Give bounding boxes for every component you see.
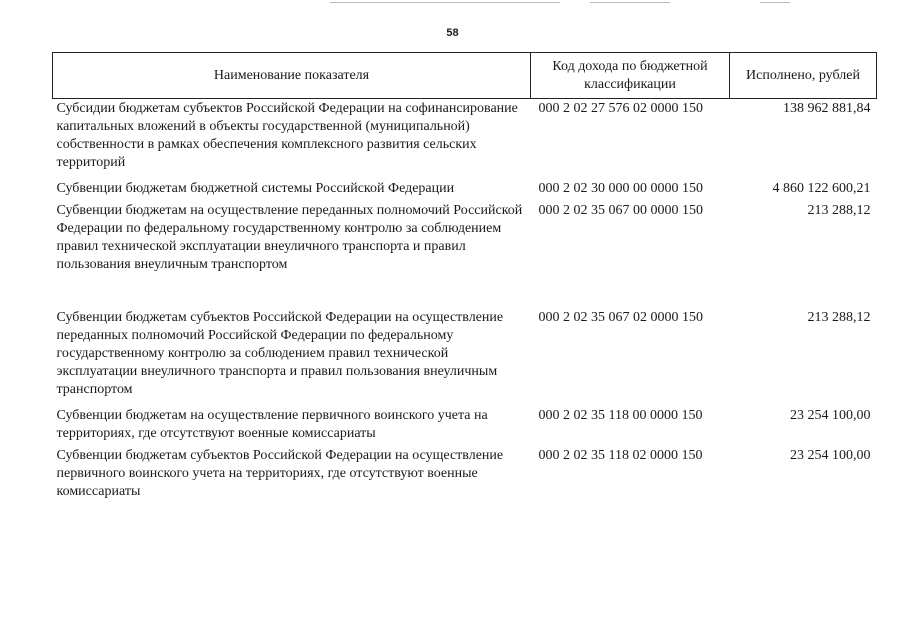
scan-artifact-line (590, 2, 670, 3)
row-name: Субвенции бюджетам субъектов Российской Федерации на осуществление переданных полномочий Российской Федерации по федеральному государственному контролю за соблюдением правил технической эксплуатации внеуличного транспорта и правил пользования внеуличным транспортом (56, 310, 504, 397)
header-row (53, 53, 877, 99)
row-code: 000 2 02 30 000 00 0000 150 (538, 181, 703, 196)
table-row (53, 309, 877, 407)
row-code: 000 2 02 35 067 00 0000 150 (538, 203, 703, 218)
header-name: Наименование показателя (53, 53, 531, 99)
table-body (53, 99, 877, 502)
page-number: 58 (446, 27, 459, 39)
table-row (53, 180, 877, 202)
row-name: Субсидии бюджетам субъектов Российской Федерации на софинансирование капитальных вложений в объекты государственной (муниципальной) собственности в рамках обеспечения комплексного развития сельских территорий (56, 101, 518, 170)
row-amount: 213 288,12 (807, 310, 871, 325)
table-header (53, 53, 877, 99)
revenue-table-container (52, 52, 876, 501)
revenue-table (52, 52, 877, 501)
row-code: 000 2 02 35 118 00 0000 150 (538, 408, 703, 423)
row-name: Субвенции бюджетам на осуществление переданных полномочий Российской Федерации по федеральному государственному контролю за соблюдением правил технической эксплуатации внеуличного транспорта и правил пользования внеуличным транспортом (56, 203, 523, 272)
table-row (53, 447, 877, 501)
header-code: Код дохода по бюджетной классификации (531, 53, 730, 99)
header-amount: Исполнено, рублей (730, 53, 877, 99)
scan-artifact-line (330, 2, 560, 3)
row-amount: 23 254 100,00 (790, 448, 871, 463)
row-amount: 138 962 881,84 (783, 101, 871, 116)
table-row (53, 99, 877, 181)
row-amount: 23 254 100,00 (790, 408, 871, 423)
row-amount: 213 288,12 (807, 203, 871, 218)
row-name: Субвенции бюджетам субъектов Российской Федерации на осуществление первичного воинского учета на территориях, где отсутствуют военные комиссариаты (56, 448, 504, 499)
row-name: Субвенции бюджетам бюджетной системы Российской Федерации (56, 181, 455, 196)
row-name: Субвенции бюджетам на осуществление первичного воинского учета на территориях, где отсутствуют военные комиссариаты (56, 408, 488, 441)
table-row (53, 202, 877, 309)
row-code: 000 2 02 35 118 02 0000 150 (538, 448, 703, 463)
table-row (53, 407, 877, 447)
row-amount: 4 860 122 600,21 (772, 181, 871, 196)
row-code: 000 2 02 35 067 02 0000 150 (538, 310, 703, 325)
row-code: 000 2 02 27 576 02 0000 150 (538, 101, 703, 116)
scan-artifact-line (760, 2, 790, 3)
